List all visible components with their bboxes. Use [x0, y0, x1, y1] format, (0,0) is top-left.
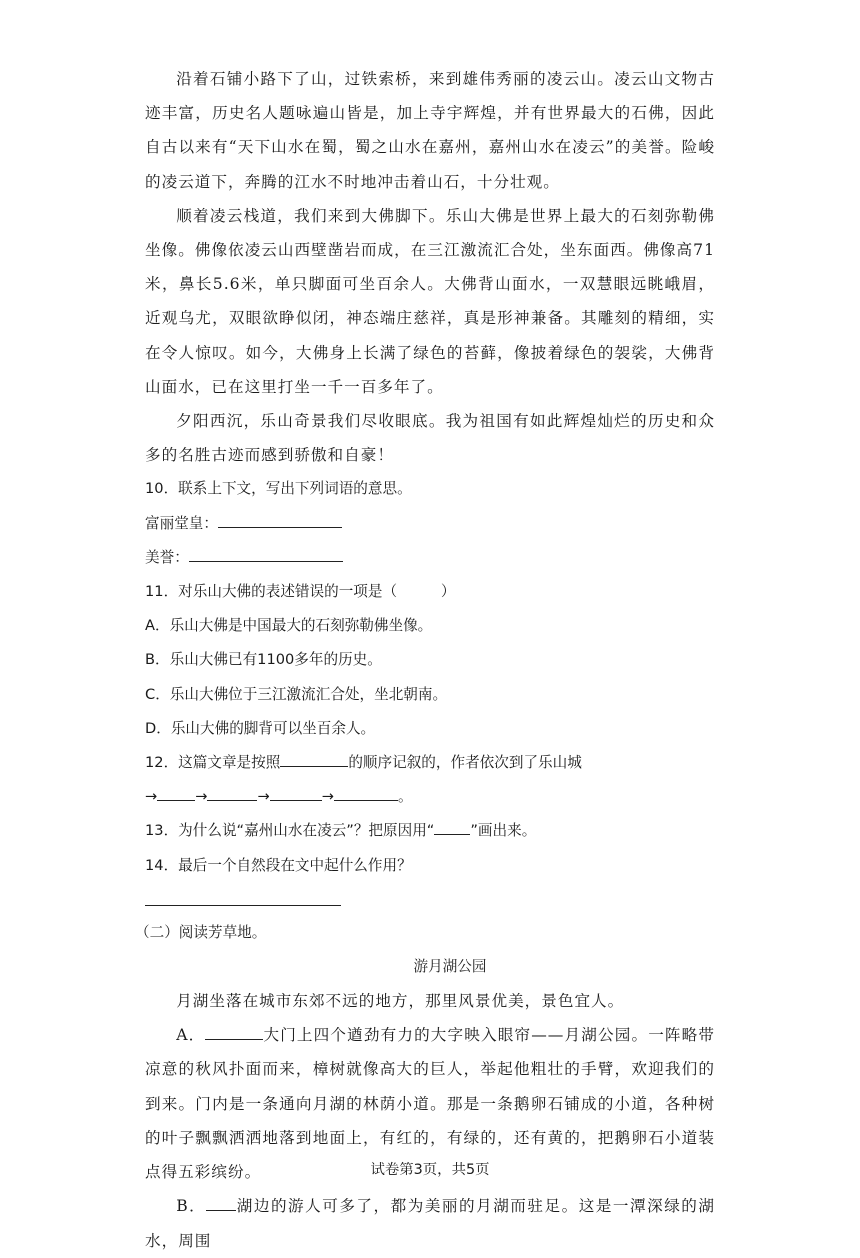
question-12-text-1: 12．这篇文章是按照: [145, 754, 281, 772]
page-footer: 试卷第3页，共5页: [370, 1162, 490, 1178]
answer-line[interactable]: [145, 883, 341, 906]
question-13: [145, 814, 715, 848]
word-label: 美誉：: [145, 548, 189, 566]
article-title: 游月湖公园: [413, 958, 487, 976]
article-paragraph-b: [145, 1189, 715, 1257]
passage-paragraph-2: 顺着凌云栈道，我们来到大佛脚下。乐山大佛是世界上最大的石刻弥勒佛坐像。佛像依凌云山西壁凿岩而成，在三江激流汇合处，坐东面西。佛像高71米，鼻长5.6米，单只脚面可坐百余人。大佛背山面水，一双慧眼远眺峨眉，近观乌尤，双眼欲睁似闭，神态端庄慈祥，真是形神兼备。其雕刻的精细，实在令人惊叹。如今，大佛身上长满了绿色的苔藓，像披着绿色的袈裟，大佛背山面水，已在这里打坐一千一百多年了。: [145, 206, 715, 396]
section-heading: （二）阅读芳草地。: [135, 923, 267, 941]
paragraph-label-b: B．: [176, 1197, 207, 1216]
answer-blank[interactable]: [280, 751, 348, 767]
paragraph-b-text: 湖边的游人可多了，都为美丽的月湖而驻足。这是一潭深绿的湖水，周围: [145, 1197, 715, 1250]
exam-page: [135, 62, 715, 1258]
arrow: →: [195, 788, 208, 806]
answer-blank[interactable]: [206, 1195, 236, 1212]
question-13-text-1: 13．为什么说“嘉州山水在凌云”？把原因用“: [145, 822, 435, 840]
question-10-word-2: [145, 541, 715, 575]
period: 。: [397, 788, 413, 806]
answer-blank[interactable]: [270, 786, 322, 802]
question-12-text-2: 的顺序记叙的，作者依次到了乐山城: [348, 754, 582, 772]
question-13-text-2: ”画出来。: [470, 822, 537, 840]
question-12-line-2: [145, 780, 715, 814]
answer-blank[interactable]: [218, 512, 342, 528]
word-label: 富丽堂皇：: [145, 514, 218, 532]
question-12-line-1: [145, 746, 715, 780]
passage-paragraph-3: 夕阳西沉，乐山奇景我们尽收眼底。我为祖国有如此辉煌灿烂的历史和众多的名胜古迹而感到骄傲和自豪！: [145, 412, 715, 465]
arrow: →: [145, 788, 158, 806]
question-11-option-b[interactable]: B．乐山大佛已有1100多年的历史。: [145, 651, 382, 669]
question-10-stem: 10．联系上下文，写出下列词语的意思。: [145, 480, 412, 498]
article-paragraph-1: 月湖坐落在城市东郊不远的地方，那里风景优美，景色宜人。: [176, 992, 625, 1011]
passage-paragraph-1: 沿着石铺小路下了山，过铁索桥，来到雄伟秀丽的凌云山。凌云山文物古迹丰富，历史名人题咏遍山皆是，加上寺宇辉煌，并有世界最大的石佛，因此自古以来有“天下山水在蜀，蜀之山水在嘉州，嘉州山水在凌云”的美誉。险峻的凌云道下，奔腾的江水不时地冲击着山石，十分壮观。: [145, 70, 715, 191]
answer-blank[interactable]: [205, 1024, 263, 1041]
arrow: →: [257, 788, 270, 806]
paragraph-label-a: A．: [176, 1026, 206, 1045]
question-11-option-a[interactable]: A．乐山大佛是中国最大的石刻弥勒佛坐像。: [145, 617, 433, 635]
answer-blank[interactable]: [157, 786, 195, 802]
question-11-option-d[interactable]: D．乐山大佛的脚背可以坐百余人。: [145, 719, 376, 737]
paragraph-a-text: 大门上四个遒劲有力的大字映入眼帘——月湖公园。一阵略带凉意的秋风扑面而来，樟树就像高大的巨人，举起他粗壮的手臂，欢迎我们的到来。门内是一条通向月湖的林荫小道。那是一条鹅卵石铺成的小道，各种树的叶子飘飘洒洒地落到地面上，有红的，有绿的，还有黄的，把鹅卵石小道装点得五彩缤纷。: [145, 1026, 715, 1182]
answer-blank[interactable]: [189, 546, 343, 562]
question-11-option-c[interactable]: C．乐山大佛位于三江激流汇合处，坐北朝南。: [145, 685, 448, 703]
question-10-word-1: [145, 507, 715, 541]
answer-blank[interactable]: [334, 786, 398, 802]
question-11-stem: 11．对乐山大佛的表述错误的一项是（ ）: [145, 583, 456, 601]
underline-sample: [434, 820, 470, 836]
answer-blank[interactable]: [207, 786, 257, 802]
arrow: →: [321, 788, 334, 806]
question-14-stem: 14．最后一个自然段在文中起什么作用？: [145, 856, 412, 874]
